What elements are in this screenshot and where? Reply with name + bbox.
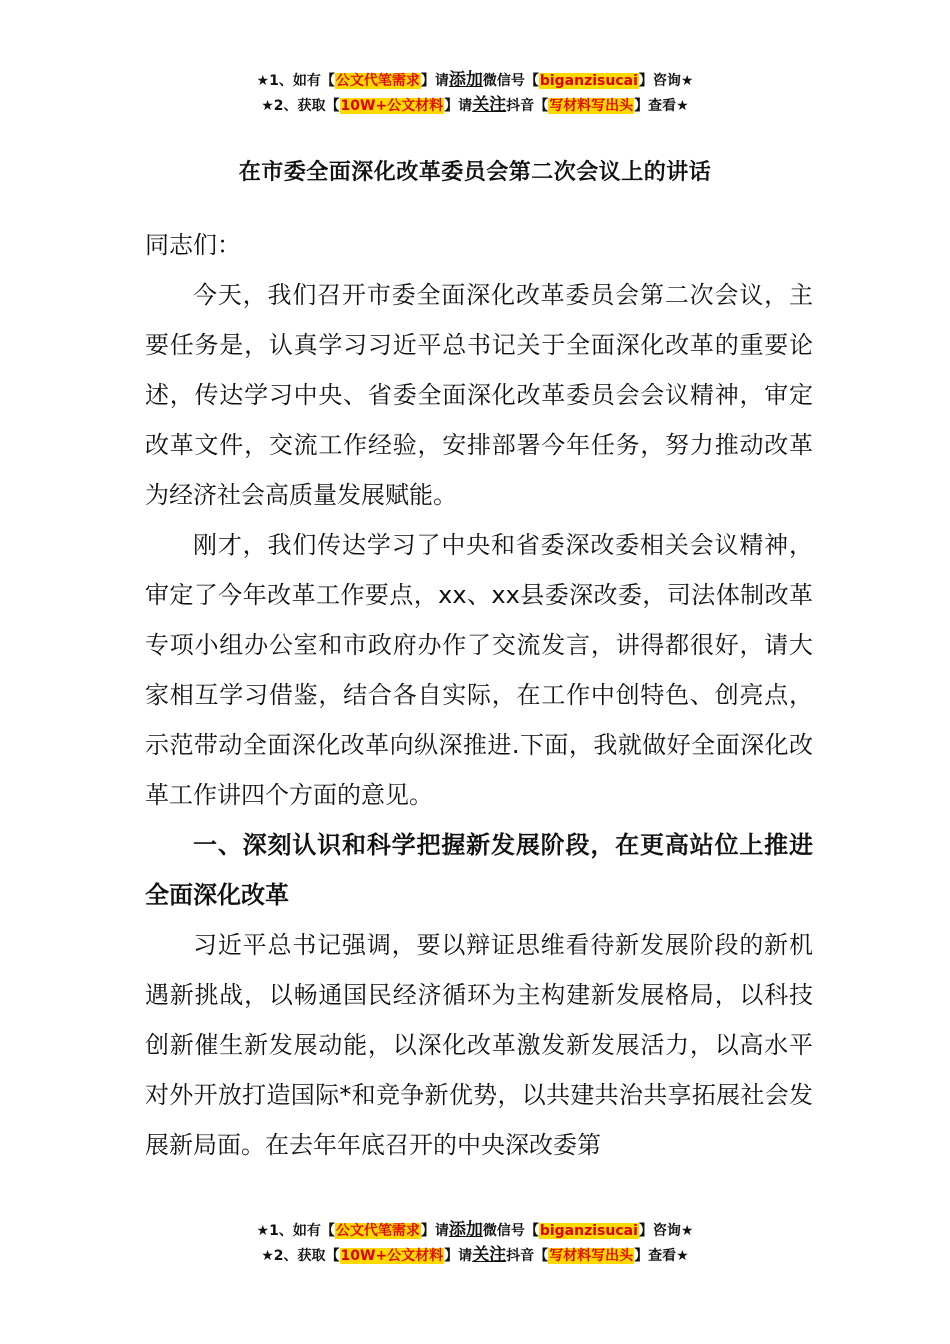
promo-line-2	[0, 93, 950, 118]
promo-douyin-id: 写材料写出头	[549, 98, 634, 114]
promo-wechat-id: biganzisucai	[539, 73, 638, 89]
promo-line-2	[0, 1243, 950, 1268]
promo-text: 微信号【	[482, 73, 539, 89]
promo-highlight: 公文代笔需求	[335, 73, 420, 89]
promo-text: 】请	[444, 1248, 473, 1264]
promo-text: 抖音【	[506, 98, 549, 114]
promo-banner-top	[0, 68, 950, 118]
promo-highlight: 10W+公文材料	[340, 98, 444, 114]
promo-banner-bottom	[0, 1218, 950, 1268]
promo-text: 】请	[444, 98, 473, 114]
promo-text: 微信号【	[482, 1223, 539, 1239]
document-body	[145, 220, 813, 1170]
promo-text: 】查看★	[634, 98, 689, 114]
paragraph: 刚才，我们传达学习了中央和省委深改委相关会议精神，审定了今年改革工作要点，xx、xx县委深改委，司法体制改革专项小组办公室和市政府办作了交流发言，讲得都很好，请大家相互学习借鉴，结合各自实际，在工作中创特色、创亮点，示范带动全面深化改革向纵深推进.下面，我就做好全面深化改革工作讲四个方面的意见。	[145, 531, 813, 809]
promo-text: ★1、如有【	[256, 73, 335, 89]
paragraph: 习近平总书记强调，要以辩证思维看待新发展阶段的新机遇新挑战，以畅通国民经济循环为主构建新发展格局，以科技创新催生新发展动能，以深化改革激发新发展活力，以高水平对外开放打造国际*和竞争新优势，以共建共治共享拓展社会发展新局面。在去年年底召开的中央深改委第	[145, 931, 813, 1159]
promo-line-1	[0, 1218, 950, 1243]
salutation: 同志们：	[145, 231, 241, 259]
promo-text: 】咨询★	[638, 1223, 694, 1239]
promo-douyin-id: 写材料写出头	[549, 1248, 634, 1264]
promo-text: 抖音【	[506, 1248, 549, 1264]
promo-emphasis: 添加	[448, 1220, 483, 1240]
promo-emphasis: 关注	[472, 1245, 507, 1265]
promo-line-1	[0, 68, 950, 93]
section-heading: 一、深刻认识和科学把握新发展阶段，在更高站位上推进全面深化改革	[145, 831, 813, 909]
promo-wechat-id: biganzisucai	[539, 1223, 638, 1239]
promo-emphasis: 添加	[448, 70, 483, 90]
promo-text: 】查看★	[634, 1248, 689, 1264]
promo-text: ★1、如有【	[256, 1223, 335, 1239]
document-title: 在市委全面深化改革委员会第二次会议上的讲话	[238, 160, 712, 185]
promo-highlight: 公文代笔需求	[335, 1223, 420, 1239]
promo-highlight: 10W+公文材料	[340, 1248, 444, 1264]
promo-text: 】咨询★	[638, 73, 694, 89]
promo-text: 】请	[420, 73, 449, 89]
paragraph: 今天，我们召开市委全面深化改革委员会第二次会议，主要任务是，认真学习习近平总书记关于全面深化改革的重要论述，传达学习中央、省委全面深化改革委员会会议精神，审定改革文件，交流工作经验，安排部署今年任务，努力推动改革为经济社会高质量发展赋能。	[145, 281, 813, 509]
promo-text: ★2、获取【	[261, 1248, 340, 1264]
promo-emphasis: 关注	[472, 95, 507, 115]
promo-text: ★2、获取【	[261, 98, 340, 114]
promo-text: 】请	[420, 1223, 449, 1239]
